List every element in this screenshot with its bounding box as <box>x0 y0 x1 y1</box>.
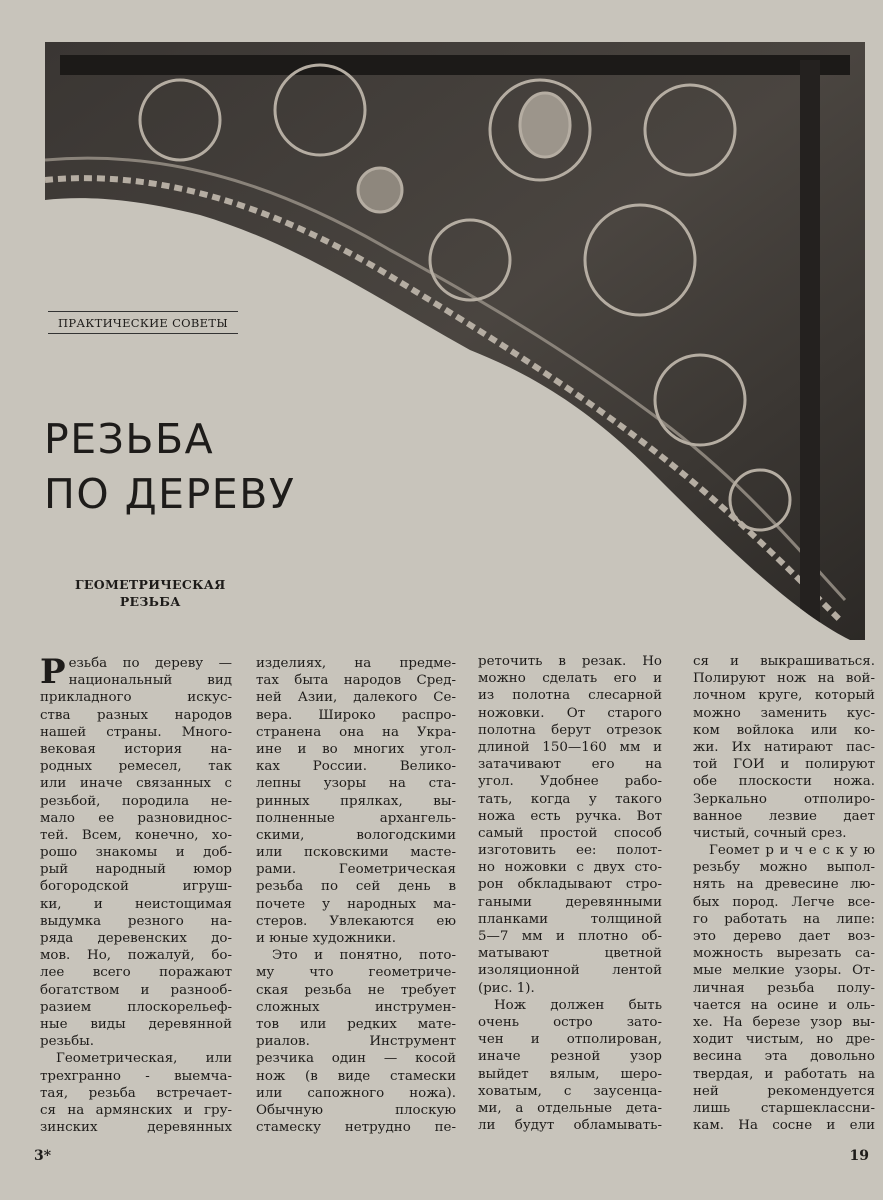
text-line: мов. Но, пожалуй, бо- <box>40 948 232 964</box>
text-line: тей. Всем, конечно, хо- <box>40 827 232 843</box>
text-line: бых пород. Легче все- <box>693 894 875 910</box>
text-line: скими, вологодскими <box>256 827 456 843</box>
text-line: трехгранно - выемча- <box>40 1068 232 1084</box>
text-line: угол. Удобнее рабо- <box>478 774 662 790</box>
drop-cap: Р <box>40 652 66 692</box>
text-line: чается на осине и оль- <box>693 997 875 1013</box>
text-line: реточить в резак. Но <box>478 654 662 669</box>
text-line: ножа есть ручка. Вот <box>478 808 662 824</box>
text-line: лепны узоры на ста- <box>256 776 456 792</box>
text-line: длиной 150—160 мм и <box>478 739 662 755</box>
text-line: му что геометриче- <box>256 965 456 981</box>
text-column-3 <box>478 653 662 1134</box>
text-line: рон обкладывают стро- <box>478 877 662 893</box>
text-line: национальный вид <box>68 673 232 689</box>
text-line: резьбы. <box>40 1034 95 1050</box>
text-line: ванное лезвие дает <box>693 808 875 824</box>
text-line: резьбу можно выпол- <box>693 860 875 876</box>
text-line: тов или редких мате- <box>256 1016 456 1032</box>
text-line: резьбой, породила не- <box>40 793 232 809</box>
text-line: ся на армянских и гру- <box>40 1102 232 1118</box>
text-line: планками толщиной <box>478 911 662 927</box>
text-line: затачивают его на <box>478 757 662 773</box>
text-line: Полируют нож на вой- <box>693 671 875 687</box>
subheading <box>75 576 226 610</box>
text-line: ках России. Велико- <box>256 759 456 775</box>
text-line: чистый, сочный срез. <box>693 825 847 841</box>
text-column-4 <box>693 653 875 1134</box>
text-line: резьба по сей день в <box>256 879 456 895</box>
text-line: ховатым, с заусенца- <box>478 1083 662 1099</box>
text-line: тая, резьба встречает- <box>40 1085 232 1101</box>
text-line: это дерево дает воз- <box>693 929 875 944</box>
text-line: Геомет р и ч е с к у ю <box>709 843 875 859</box>
text-line: очень остро зато- <box>478 1014 662 1030</box>
text-column-1 <box>40 652 232 1136</box>
text-line: кам. На сосне и ели <box>693 1118 875 1134</box>
text-line: чен и отполирован, <box>478 1032 662 1048</box>
text-line: ряда деревенских до- <box>40 931 232 946</box>
text-line: ней рекомендуется <box>693 1083 875 1099</box>
subhead-line-2: РЕЗЬБА <box>119 594 181 609</box>
text-line: вековая история на- <box>40 741 232 757</box>
text-line: хе. На березе узор вы- <box>693 1014 875 1030</box>
text-line: стамеску нетрудно пе- <box>256 1120 456 1136</box>
text-line: ком войлока или ко- <box>693 722 875 738</box>
text-line: нашей страны. Много- <box>40 724 232 740</box>
text-line: вера. Широко распро- <box>256 707 456 723</box>
text-line: сложных инструмен- <box>256 999 456 1015</box>
text-line: Это и понятно, пото- <box>272 948 456 964</box>
text-line: ные виды деревянной <box>40 1016 232 1032</box>
text-line: нож (в виде стамески <box>256 1068 456 1084</box>
text-line: изделиях, на предме- <box>256 656 456 671</box>
text-line: ней Азии, далекого Се- <box>256 690 456 706</box>
text-line: самый простой способ <box>478 825 662 841</box>
text-line: риалов. Инструмент <box>256 1034 456 1050</box>
text-line: или иначе связанных с <box>40 776 232 792</box>
text-line: ки, и неистощимая <box>40 896 232 912</box>
text-line: ли будут обламывать- <box>478 1118 662 1134</box>
article-title <box>44 412 295 522</box>
title-line-2: ПО ДЕРЕВУ <box>44 470 296 518</box>
text-line: езьба по дереву — <box>68 656 232 671</box>
text-line: или сапожного ножа). <box>256 1085 456 1101</box>
text-line: можность вырезать са- <box>693 946 875 962</box>
title-line-1: РЕЗЬБА <box>44 415 215 463</box>
text-line: ми, а отдельные дета- <box>478 1100 662 1116</box>
text-line: разием плоскорельеф- <box>40 999 232 1015</box>
signature-mark: 3* <box>34 1148 52 1164</box>
text-line: полотна берут отрезок <box>478 722 662 738</box>
text-line: ножовки. От старого <box>478 705 662 721</box>
text-line: лишь старшеклассни- <box>693 1100 875 1116</box>
text-line: матывают цветной <box>478 946 662 962</box>
text-line: обе плоскости ножа. <box>693 774 875 790</box>
text-line: богатством и разнооб- <box>40 982 232 998</box>
text-line: родных ремесел, так <box>40 759 232 775</box>
text-line: прикладного искус- <box>40 690 232 706</box>
text-line: рами. Геометрическая <box>256 862 456 878</box>
text-line: стеров. Увлекаются ею <box>256 913 456 929</box>
text-line: Зеркально отполиро- <box>693 791 875 807</box>
text-line: странена она на Укра- <box>256 724 456 740</box>
text-line: нять на древесине лю- <box>693 877 875 893</box>
text-line: полненные архангель- <box>256 810 456 826</box>
page-number: 19 <box>849 1148 869 1164</box>
text-line: почете у народных ма- <box>256 896 456 912</box>
text-line: зинских деревянных <box>40 1120 232 1136</box>
text-line: выйдет вялым, шеро- <box>478 1066 662 1082</box>
text-line: ся и выкрашиваться. <box>693 654 875 669</box>
section-rubric: ПРАКТИЧЕСКИЕ СОВЕТЫ <box>48 311 238 334</box>
text-line: Геометрическая, или <box>56 1051 232 1067</box>
text-line: или псковскими масте- <box>256 845 456 861</box>
text-line: резчика один — косой <box>256 1051 456 1067</box>
text-line: тать, когда у такого <box>478 791 662 807</box>
text-line: (рис. 1). <box>478 980 535 996</box>
text-line: твердая, и работать на <box>693 1066 875 1082</box>
text-line: изоляционной лентой <box>478 963 662 979</box>
text-line: можно заменить кус- <box>693 705 875 721</box>
text-line: изготовить ее: полот- <box>478 843 662 859</box>
text-line: той ГОИ и полируют <box>693 757 875 773</box>
text-line: можно сделать его и <box>478 671 662 687</box>
text-line: весина эта довольно <box>693 1049 875 1065</box>
text-line: ская резьба не требует <box>256 982 456 998</box>
text-line: мые мелкие узоры. От- <box>693 963 875 979</box>
text-line: тах быта народов Сред- <box>256 673 456 689</box>
text-line: ходит чистым, но дре- <box>693 1032 875 1048</box>
text-line: рошо знакомы и доб- <box>40 845 232 861</box>
text-line: го работать на липе: <box>693 911 875 927</box>
text-line: богородской игруш- <box>40 879 232 895</box>
text-line: но ножовки с двух сто- <box>478 860 662 876</box>
text-line: Нож должен быть <box>494 997 662 1013</box>
subhead-line-1: ГЕОМЕТРИЧЕСКАЯ <box>75 577 226 592</box>
text-line: мало ее разновиднос- <box>40 810 232 826</box>
text-line: ства разных народов <box>40 707 232 723</box>
text-line: лочном круге, который <box>693 688 875 704</box>
text-line: гаными деревянными <box>478 894 662 910</box>
text-line: лее всего поражают <box>40 965 232 981</box>
text-line: 5—7 мм и плотно об- <box>478 929 662 944</box>
text-line: рый народный юмор <box>40 862 232 878</box>
text-line: ине и во многих угол- <box>256 741 456 757</box>
text-line: иначе резной узор <box>478 1049 662 1065</box>
text-line: личная резьба полу- <box>693 980 875 996</box>
text-column-2 <box>256 655 456 1136</box>
text-line: из полотна слесарной <box>478 688 662 704</box>
text-line: выдумка резного на- <box>40 913 232 929</box>
text-line: жи. Их натирают пас- <box>693 739 875 755</box>
text-line: ринных прялках, вы- <box>256 793 456 809</box>
text-line: и юные художники. <box>256 931 397 946</box>
text-line: Обычную плоскую <box>256 1102 456 1118</box>
